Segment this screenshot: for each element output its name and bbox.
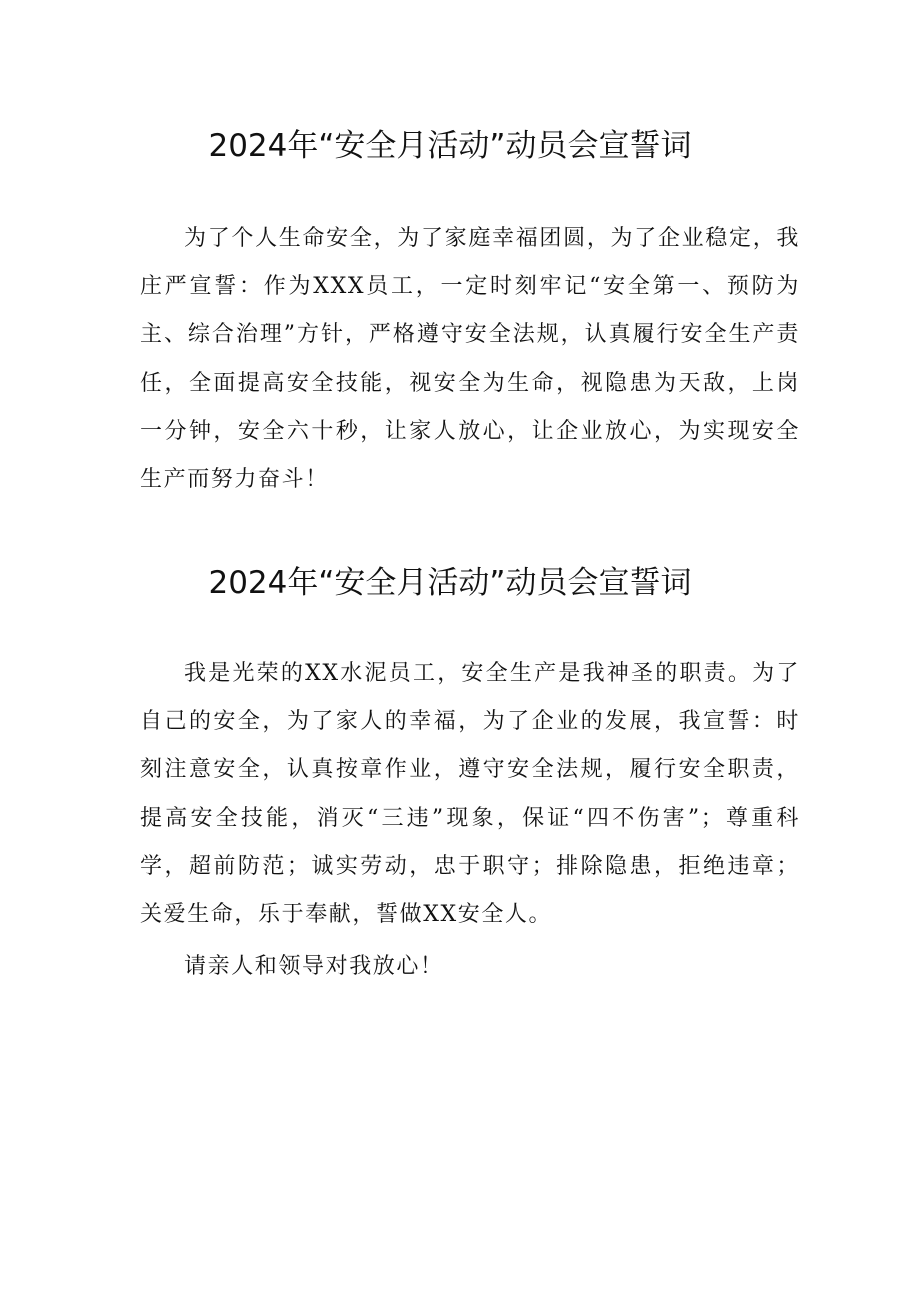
oath-title-2: 2024年“安全月活动”动员会宣誓词 (208, 565, 692, 601)
oath-paragraph-2: 我是光荣的XX水泥员工，安全生产是我神圣的职责。为了自己的安全，为了家人的幸福，为了企业的发展，我宣誓：时刻注意安全，认真按章作业，遵守安全法规，履行安全职责，提高安全技能，消灭“三违”现象，保证“四不伤害”；尊重科学，超前防范；诚实劳动，忠于职守；排除隐患，拒绝违章；关爱生命，乐于奉献，誓做XX安全人。 (140, 661, 800, 928)
oath-paragraph-1: 为了个人生命安全，为了家庭幸福团圆，为了企业稳定，我庄严宣誓：作为XXX员工，一定时刻牢记“安全第一、预防为主、综合治理”方针，严格遵守安全法规，认真履行安全生产责任，全面提高安全技能，视安全为生命，视隐患为天敌，上岗一分钟，安全六十秒，让家人放心，让企业放心，为实现安全生产而努力奋斗！ (140, 226, 800, 493)
oath-title-1: 2024年“安全月活动”动员会宣誓词 (208, 128, 692, 164)
oath-closing-line: 请亲人和领导对我放心！ (184, 954, 444, 979)
